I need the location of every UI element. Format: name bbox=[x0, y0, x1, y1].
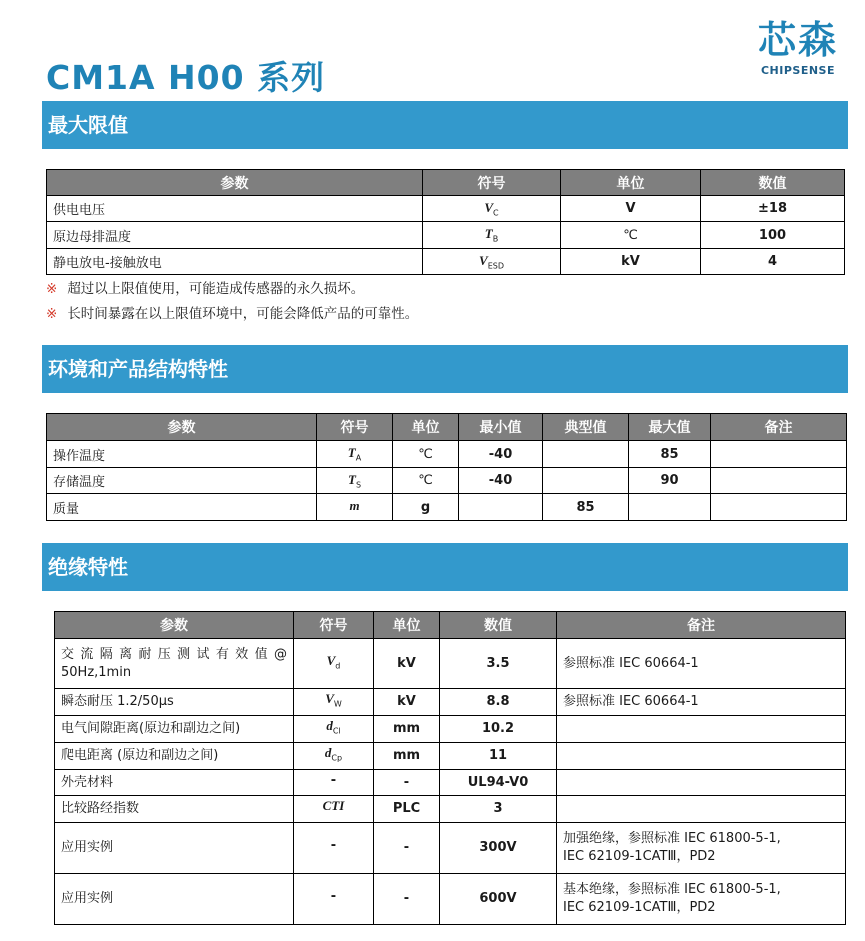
param-cell: 瞬态耐压 1.2/50μs bbox=[55, 689, 294, 716]
note-cell bbox=[711, 468, 847, 494]
symbol-cell: - bbox=[294, 770, 374, 796]
note-cell bbox=[557, 716, 846, 743]
column-header: 典型值 bbox=[543, 414, 629, 441]
section-heading-max-limits: 最大限值 bbox=[42, 101, 848, 149]
section-heading-insulation: 绝缘特性 bbox=[42, 543, 848, 591]
max-cell: 90 bbox=[629, 468, 711, 494]
unit-cell: mm bbox=[374, 743, 440, 770]
table-row bbox=[55, 823, 846, 874]
note-cell: 基本绝缘，参照标准 IEC 61800-5-1, IEC 62109-1CATⅢ，PD2 bbox=[557, 874, 846, 925]
note-text: 长时间暴露在以上限值环境中，可能会降低产品的可靠性。 bbox=[67, 306, 419, 322]
min-cell: -40 bbox=[459, 441, 543, 468]
value-cell: 11 bbox=[440, 743, 557, 770]
typ-cell bbox=[543, 468, 629, 494]
symbol-cell: $T_B$ bbox=[423, 222, 561, 249]
symbol-cell: m bbox=[317, 494, 393, 521]
note-cell bbox=[557, 796, 846, 823]
max-limits-table bbox=[46, 169, 845, 275]
param-cell: 操作温度 bbox=[47, 441, 317, 468]
table-row bbox=[55, 874, 846, 925]
note-cell bbox=[557, 743, 846, 770]
note-cell bbox=[557, 770, 846, 796]
symbol-cell: $V_d$ bbox=[294, 639, 374, 689]
max-cell bbox=[629, 494, 711, 521]
company-logo bbox=[742, 18, 854, 77]
unit-cell: kV bbox=[374, 689, 440, 716]
value-cell: 3.5 bbox=[440, 639, 557, 689]
table-row bbox=[55, 796, 846, 823]
note-cell bbox=[711, 441, 847, 468]
column-header: 符号 bbox=[294, 612, 374, 639]
param-cell: 存储温度 bbox=[47, 468, 317, 494]
column-header: 参数 bbox=[47, 414, 317, 441]
column-header: 备注 bbox=[557, 612, 846, 639]
table-row bbox=[55, 639, 846, 689]
column-header: 备注 bbox=[711, 414, 847, 441]
symbol-cell: $T_A$ bbox=[317, 441, 393, 468]
note-cell bbox=[711, 494, 847, 521]
param-cell: 原边母排温度 bbox=[47, 222, 423, 249]
param-cell: 爬电距离 (原边和副边之间) bbox=[55, 743, 294, 770]
value-cell: 3 bbox=[440, 796, 557, 823]
column-header: 数值 bbox=[440, 612, 557, 639]
unit-cell: - bbox=[374, 823, 440, 874]
symbol-cell: $V_{ESD}$ bbox=[423, 249, 561, 275]
table-row bbox=[55, 770, 846, 796]
table-row bbox=[47, 222, 845, 249]
note-cell: 加强绝缘，参照标准 IEC 61800-5-1, IEC 62109-1CATⅢ，PD2 bbox=[557, 823, 846, 874]
table-row bbox=[55, 743, 846, 770]
param-cell: 应用实例 bbox=[55, 874, 294, 925]
table-header-row bbox=[47, 414, 847, 441]
symbol-cell: - bbox=[294, 823, 374, 874]
column-header: 单位 bbox=[393, 414, 459, 441]
unit-cell: ℃ bbox=[393, 441, 459, 468]
param-cell: 应用实例 bbox=[55, 823, 294, 874]
column-header: 符号 bbox=[317, 414, 393, 441]
param-cell: 交 流 隔 离 耐 压 测 试 有 效 值 @ 50Hz,1min bbox=[55, 639, 294, 689]
note-mark-icon: ※ bbox=[46, 281, 58, 297]
note-text: 超过以上限值使用，可能造成传感器的永久损坏。 bbox=[67, 281, 365, 297]
note-cell: 参照标准 IEC 60664-1 bbox=[557, 639, 846, 689]
insulation-table bbox=[54, 611, 846, 925]
param-cell: 供电电压 bbox=[47, 196, 423, 222]
table-row bbox=[47, 441, 847, 468]
unit-cell: ℃ bbox=[561, 222, 701, 249]
unit-cell: mm bbox=[374, 716, 440, 743]
logo-english: CHIPSENSE bbox=[760, 64, 835, 77]
value-cell: ±18 bbox=[701, 196, 845, 222]
unit-cell: V bbox=[561, 196, 701, 222]
param-cell: 外壳材料 bbox=[55, 770, 294, 796]
value-cell: 4 bbox=[701, 249, 845, 275]
column-header: 参数 bbox=[55, 612, 294, 639]
max-cell: 85 bbox=[629, 441, 711, 468]
note-line bbox=[46, 302, 418, 327]
param-cell: 比较路经指数 bbox=[55, 796, 294, 823]
value-cell: 600V bbox=[440, 874, 557, 925]
table-row bbox=[47, 249, 845, 275]
symbol-cell: $d_{Cl}$ bbox=[294, 716, 374, 743]
symbol-cell: CTI bbox=[294, 796, 374, 823]
section-heading-environment: 环境和产品结构特性 bbox=[42, 345, 848, 393]
page-title: CM1A H00 系列 bbox=[46, 58, 326, 97]
symbol-cell: $V_C$ bbox=[423, 196, 561, 222]
unit-cell: - bbox=[374, 770, 440, 796]
column-header: 单位 bbox=[374, 612, 440, 639]
table-row bbox=[47, 196, 845, 222]
unit-cell: kV bbox=[374, 639, 440, 689]
table-header-row bbox=[47, 170, 845, 196]
value-cell: 10.2 bbox=[440, 716, 557, 743]
param-cell: 质量 bbox=[47, 494, 317, 521]
typ-cell bbox=[543, 441, 629, 468]
param-cell: 静电放电-接触放电 bbox=[47, 249, 423, 275]
column-header: 单位 bbox=[561, 170, 701, 196]
note-line bbox=[46, 277, 418, 302]
logo-chinese: 芯森 bbox=[757, 18, 838, 62]
column-header: 最小值 bbox=[459, 414, 543, 441]
table-header-row bbox=[55, 612, 846, 639]
unit-cell: - bbox=[374, 874, 440, 925]
symbol-cell: - bbox=[294, 874, 374, 925]
value-cell: 8.8 bbox=[440, 689, 557, 716]
symbol-cell: $T_S$ bbox=[317, 468, 393, 494]
param-cell: 电气间隙距离(原边和副边之间) bbox=[55, 716, 294, 743]
note-cell: 参照标准 IEC 60664-1 bbox=[557, 689, 846, 716]
value-cell: 100 bbox=[701, 222, 845, 249]
min-cell bbox=[459, 494, 543, 521]
min-cell: -40 bbox=[459, 468, 543, 494]
unit-cell: g bbox=[393, 494, 459, 521]
value-cell: 300V bbox=[440, 823, 557, 874]
column-header: 符号 bbox=[423, 170, 561, 196]
typ-cell: 85 bbox=[543, 494, 629, 521]
table-row bbox=[55, 689, 846, 716]
column-header: 参数 bbox=[47, 170, 423, 196]
table-row bbox=[47, 494, 847, 521]
limit-notes bbox=[46, 277, 418, 327]
unit-cell: PLC bbox=[374, 796, 440, 823]
table-row bbox=[47, 468, 847, 494]
unit-cell: ℃ bbox=[393, 468, 459, 494]
note-mark-icon: ※ bbox=[46, 306, 58, 322]
value-cell: UL94-V0 bbox=[440, 770, 557, 796]
column-header: 最大值 bbox=[629, 414, 711, 441]
unit-cell: kV bbox=[561, 249, 701, 275]
table-row bbox=[55, 716, 846, 743]
column-header: 数值 bbox=[701, 170, 845, 196]
symbol-cell: $d_{Cp}$ bbox=[294, 743, 374, 770]
symbol-cell: $V_W$ bbox=[294, 689, 374, 716]
environment-table bbox=[46, 413, 847, 521]
